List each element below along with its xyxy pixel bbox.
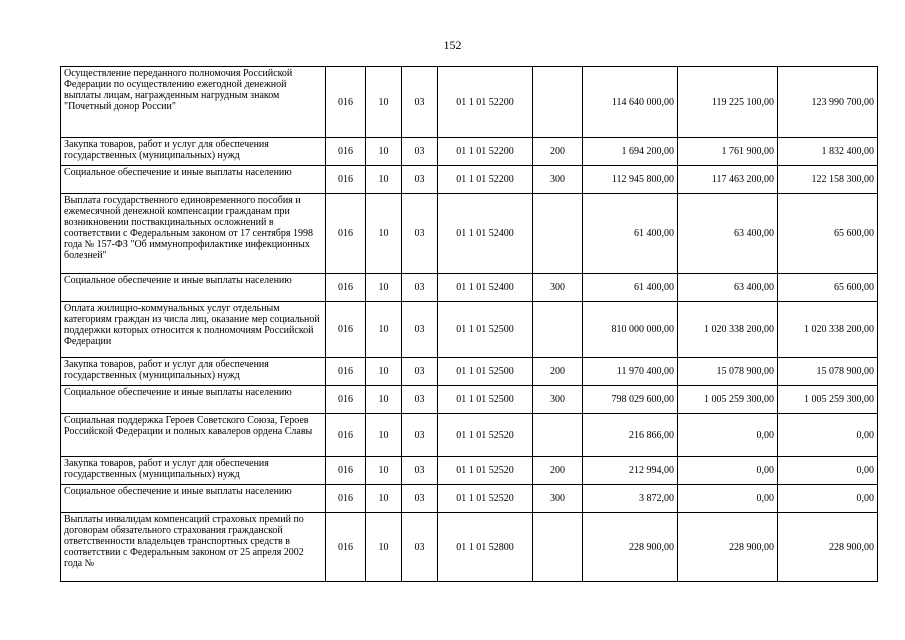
section-code-cell: 10 [366, 138, 402, 166]
amount-year2-cell: 119 225 100,00 [678, 67, 778, 138]
amount-year1-cell: 114 640 000,00 [583, 67, 678, 138]
amount-year3-cell: 228 900,00 [778, 513, 878, 582]
admin-code-cell: 016 [326, 386, 366, 414]
table-row [61, 138, 878, 166]
amount-year2-cell: 228 900,00 [678, 513, 778, 582]
admin-code-cell: 016 [326, 138, 366, 166]
article-code-cell: 01 1 01 52400 [438, 274, 533, 302]
amount-year1-cell: 3 872,00 [583, 485, 678, 513]
expense-type-cell [533, 414, 583, 457]
subsection-code-cell: 03 [402, 138, 438, 166]
admin-code-cell: 016 [326, 302, 366, 358]
row-name-cell: Закупка товаров, работ и услуг для обеспечения государственных (муниципальных) нужд [61, 358, 326, 386]
amount-year1-cell: 212 994,00 [583, 457, 678, 485]
row-name-cell: Социальное обеспечение и иные выплаты населению [61, 485, 326, 513]
amount-year1-cell: 61 400,00 [583, 274, 678, 302]
row-name-cell: Социальное обеспечение и иные выплаты населению [61, 166, 326, 194]
amount-year3-cell: 123 990 700,00 [778, 67, 878, 138]
article-code-cell: 01 1 01 52800 [438, 513, 533, 582]
row-name-cell: Закупка товаров, работ и услуг для обеспечения государственных (муниципальных) нужд [61, 457, 326, 485]
row-name-cell: Социальное обеспечение и иные выплаты населению [61, 274, 326, 302]
section-code-cell: 10 [366, 457, 402, 485]
amount-year1-cell: 798 029 600,00 [583, 386, 678, 414]
article-code-cell: 01 1 01 52520 [438, 457, 533, 485]
amount-year3-cell: 122 158 300,00 [778, 166, 878, 194]
article-code-cell: 01 1 01 52500 [438, 386, 533, 414]
amount-year2-cell: 0,00 [678, 457, 778, 485]
subsection-code-cell: 03 [402, 485, 438, 513]
expense-type-cell: 300 [533, 166, 583, 194]
amount-year1-cell: 11 970 400,00 [583, 358, 678, 386]
subsection-code-cell: 03 [402, 358, 438, 386]
table-body [61, 67, 878, 582]
page-number: 152 [443, 38, 462, 52]
section-code-cell: 10 [366, 485, 402, 513]
article-code-cell: 01 1 01 52200 [438, 138, 533, 166]
amount-year2-cell: 1 020 338 200,00 [678, 302, 778, 358]
admin-code-cell: 016 [326, 414, 366, 457]
table-row [61, 274, 878, 302]
amount-year2-cell: 63 400,00 [678, 194, 778, 274]
table-row [61, 386, 878, 414]
amount-year1-cell: 61 400,00 [583, 194, 678, 274]
row-name-cell: Закупка товаров, работ и услуг для обеспечения государственных (муниципальных) нужд [61, 138, 326, 166]
subsection-code-cell: 03 [402, 457, 438, 485]
subsection-code-cell: 03 [402, 386, 438, 414]
expense-type-cell: 200 [533, 358, 583, 386]
subsection-code-cell: 03 [402, 194, 438, 274]
section-code-cell: 10 [366, 358, 402, 386]
amount-year2-cell: 0,00 [678, 485, 778, 513]
admin-code-cell: 016 [326, 457, 366, 485]
budget-table [60, 66, 878, 582]
subsection-code-cell: 03 [402, 274, 438, 302]
amount-year3-cell: 1 832 400,00 [778, 138, 878, 166]
amount-year1-cell: 112 945 800,00 [583, 166, 678, 194]
section-code-cell: 10 [366, 513, 402, 582]
admin-code-cell: 016 [326, 513, 366, 582]
subsection-code-cell: 03 [402, 414, 438, 457]
amount-year1-cell: 216 866,00 [583, 414, 678, 457]
amount-year1-cell: 810 000 000,00 [583, 302, 678, 358]
row-name-cell: Выплаты инвалидам компенсаций страховых премий по договорам обязательного страхования гражданской ответственности владельцев транспортных средств в соответствии с Федеральным законом от 25 апреля 2002 года № [61, 513, 326, 582]
expense-type-cell: 300 [533, 274, 583, 302]
row-name-cell: Выплата государственного единовременного пособия и ежемесячной денежной компенсации гражданам при возникновении поствакцинальных осложнений в соответствии с Федеральным законом от 17 сентября 1998 года № 157-ФЗ "Об иммунопрофилактике инфекционных болезней" [61, 194, 326, 274]
admin-code-cell: 016 [326, 194, 366, 274]
table-row [61, 166, 878, 194]
admin-code-cell: 016 [326, 274, 366, 302]
expense-type-cell [533, 67, 583, 138]
amount-year3-cell: 0,00 [778, 485, 878, 513]
article-code-cell: 01 1 01 52500 [438, 358, 533, 386]
table-row [61, 457, 878, 485]
amount-year3-cell: 15 078 900,00 [778, 358, 878, 386]
amount-year2-cell: 15 078 900,00 [678, 358, 778, 386]
table-row [61, 513, 878, 582]
subsection-code-cell: 03 [402, 67, 438, 138]
expense-type-cell: 300 [533, 386, 583, 414]
table-row [61, 67, 878, 138]
amount-year2-cell: 63 400,00 [678, 274, 778, 302]
amount-year2-cell: 117 463 200,00 [678, 166, 778, 194]
amount-year3-cell: 0,00 [778, 414, 878, 457]
amount-year3-cell: 1 005 259 300,00 [778, 386, 878, 414]
article-code-cell: 01 1 01 52520 [438, 485, 533, 513]
row-name-cell: Социальная поддержка Героев Советского Союза, Героев Российской Федерации и полных кавалеров ордена Славы [61, 414, 326, 457]
amount-year3-cell: 1 020 338 200,00 [778, 302, 878, 358]
amount-year2-cell: 1 761 900,00 [678, 138, 778, 166]
expense-type-cell: 200 [533, 138, 583, 166]
amount-year3-cell: 65 600,00 [778, 274, 878, 302]
table-row [61, 302, 878, 358]
admin-code-cell: 016 [326, 358, 366, 386]
table-row [61, 194, 878, 274]
amount-year3-cell: 65 600,00 [778, 194, 878, 274]
row-name-cell: Оплата жилищно-коммунальных услуг отдельным категориям граждан из числа лиц, оказание мер социальной поддержки которых относится к полномочиям Российской Федерации [61, 302, 326, 358]
row-name-cell: Социальное обеспечение и иные выплаты населению [61, 386, 326, 414]
article-code-cell: 01 1 01 52200 [438, 67, 533, 138]
subsection-code-cell: 03 [402, 513, 438, 582]
article-code-cell: 01 1 01 52520 [438, 414, 533, 457]
row-name-cell: Осуществление переданного полномочия Российской Федерации по осуществлению ежегодной денежной выплаты лицам, награжденным нагрудным знаком "Почетный донор России" [61, 67, 326, 138]
expense-type-cell [533, 194, 583, 274]
expense-type-cell: 300 [533, 485, 583, 513]
section-code-cell: 10 [366, 166, 402, 194]
section-code-cell: 10 [366, 274, 402, 302]
expense-type-cell [533, 513, 583, 582]
section-code-cell: 10 [366, 386, 402, 414]
amount-year1-cell: 228 900,00 [583, 513, 678, 582]
amount-year2-cell: 0,00 [678, 414, 778, 457]
table-row [61, 414, 878, 457]
section-code-cell: 10 [366, 414, 402, 457]
article-code-cell: 01 1 01 52200 [438, 166, 533, 194]
section-code-cell: 10 [366, 194, 402, 274]
section-code-cell: 10 [366, 67, 402, 138]
amount-year2-cell: 1 005 259 300,00 [678, 386, 778, 414]
subsection-code-cell: 03 [402, 302, 438, 358]
expense-type-cell [533, 302, 583, 358]
table-row [61, 485, 878, 513]
amount-year1-cell: 1 694 200,00 [583, 138, 678, 166]
subsection-code-cell: 03 [402, 166, 438, 194]
article-code-cell: 01 1 01 52400 [438, 194, 533, 274]
admin-code-cell: 016 [326, 166, 366, 194]
admin-code-cell: 016 [326, 485, 366, 513]
amount-year3-cell: 0,00 [778, 457, 878, 485]
article-code-cell: 01 1 01 52500 [438, 302, 533, 358]
expense-type-cell: 200 [533, 457, 583, 485]
section-code-cell: 10 [366, 302, 402, 358]
table-row [61, 358, 878, 386]
admin-code-cell: 016 [326, 67, 366, 138]
